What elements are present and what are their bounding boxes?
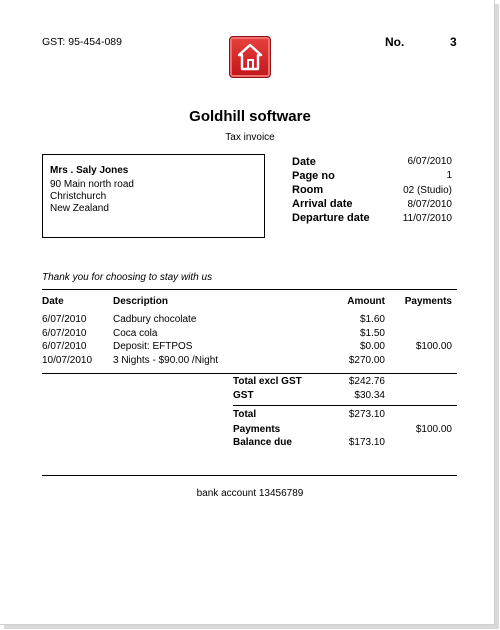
row-date: 10/07/2010 <box>42 355 93 366</box>
row-description: Coca cola <box>113 328 158 339</box>
date-label: Date <box>292 156 316 168</box>
gst-number: GST: 95-454-089 <box>42 36 122 48</box>
departure-date-label: Departure date <box>292 212 370 224</box>
row-date: 6/07/2010 <box>42 341 87 352</box>
house-icon <box>229 36 271 78</box>
total-excl-gst-value: $242.76 <box>348 376 385 387</box>
address-line: New Zealand <box>50 203 109 214</box>
total-value: $273.10 <box>348 409 385 420</box>
thank-you-note: Thank you for choosing to stay with us <box>42 272 213 283</box>
room-value: 02 (Studio) <box>403 185 452 196</box>
balance-due-value: $173.10 <box>348 437 385 448</box>
departure-date-value: 11/07/2010 <box>402 213 452 224</box>
page-no-value: 1 <box>446 170 452 181</box>
invoice-number-label: No. <box>385 35 405 49</box>
total-excl-gst-label: Total excl GST <box>233 376 302 387</box>
total-label: Total <box>233 409 257 420</box>
row-description: 3 Nights - $90.00 /Night <box>113 355 219 366</box>
address-line: 90 Main north road <box>50 179 134 190</box>
date-value: 6/07/2010 <box>407 156 452 167</box>
address-line: Christchurch <box>50 191 107 202</box>
gst-value: $30.34 <box>354 390 385 401</box>
row-date: 6/07/2010 <box>42 328 87 339</box>
arrival-date-value: 8/07/2010 <box>407 199 452 210</box>
document-type: Tax invoice <box>225 132 275 143</box>
divider <box>42 373 457 374</box>
row-payment: $100.00 <box>415 341 452 352</box>
balance-due-label: Balance due <box>233 437 292 448</box>
arrival-date-label: Arrival date <box>292 198 353 210</box>
row-amount: $0.00 <box>359 341 385 352</box>
column-header-description: Description <box>113 296 169 307</box>
invoice-number: 3 <box>450 35 457 49</box>
row-description: Deposit: EFTPOS <box>113 341 193 352</box>
row-description: Cadbury chocolate <box>113 314 197 325</box>
divider <box>42 475 457 476</box>
customer-name: Mrs . Saly Jones <box>50 165 129 176</box>
company-name: Goldhill software <box>189 108 311 125</box>
row-amount: $1.50 <box>359 328 385 339</box>
column-header-amount: Amount <box>347 296 385 307</box>
row-date: 6/07/2010 <box>42 314 87 325</box>
column-header-date: Date <box>42 296 64 307</box>
row-amount: $270.00 <box>348 355 385 366</box>
column-header-payments: Payments <box>404 296 452 307</box>
room-label: Room <box>292 184 324 196</box>
divider <box>233 405 457 406</box>
row-amount: $1.60 <box>359 314 385 325</box>
divider <box>42 289 457 290</box>
page-no-label: Page no <box>292 170 335 182</box>
payments-value: $100.00 <box>415 424 452 435</box>
gst-label: GST <box>233 390 254 401</box>
address-box <box>42 154 265 238</box>
bank-account: bank account 13456789 <box>196 488 304 499</box>
payments-label: Payments <box>233 424 281 435</box>
